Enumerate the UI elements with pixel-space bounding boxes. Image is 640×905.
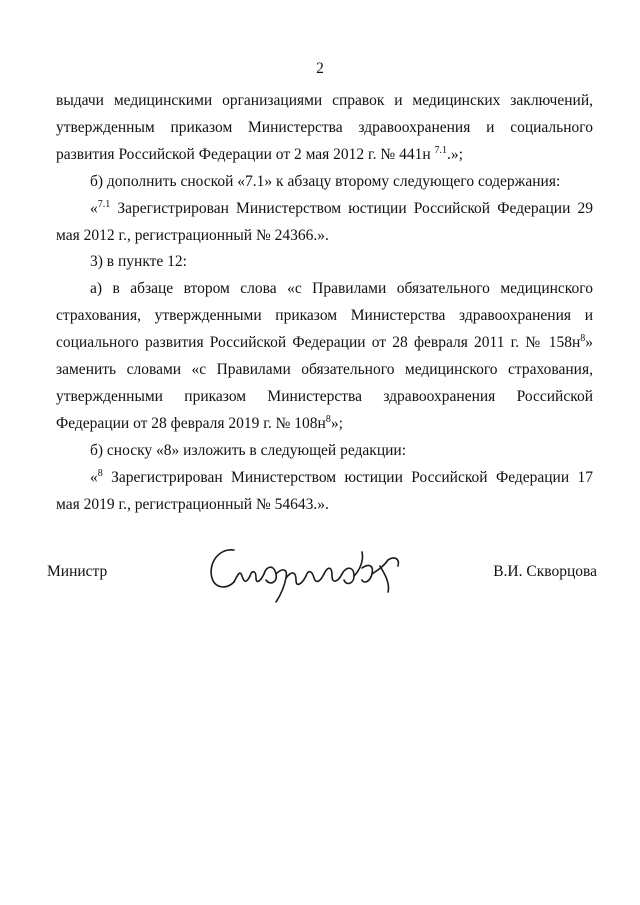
paragraph-replacement <box>56 276 593 437</box>
paragraph-footnote-edit <box>56 438 593 465</box>
footnote-marker: 8 <box>325 413 331 425</box>
paragraph-text: Зарегистрирован Министерством юстиции Российской Федерации 29 мая 2012 г., регистрационный № 24366.». <box>56 199 593 244</box>
paragraph-text: выдачи медицинскими организациями справок и медицинских заключений, утвержденным приказом Министерства здравоохранения и социального развития Российской Федерации от 2 мая 2012 г. № 441н <box>56 92 593 163</box>
paragraph-text: .»; <box>447 145 463 163</box>
footnote-marker: 8 <box>97 467 103 479</box>
paragraph-text: 3) в пункте 12: <box>90 253 187 271</box>
signature-block <box>47 530 597 610</box>
paragraph-footnote-instruction <box>56 169 593 196</box>
footnote-marker: 8 <box>580 333 586 344</box>
paragraph-item-heading <box>56 249 593 276</box>
paragraph-continuation <box>56 88 593 169</box>
footnote-marker: 7.1 <box>97 198 111 210</box>
paragraph-footnote-text <box>56 196 593 250</box>
page-number: 2 <box>316 60 324 77</box>
paragraph-footnote-new-text <box>56 465 593 519</box>
signatory-title: Министр <box>47 563 108 580</box>
footnote-marker: 7.1 <box>434 144 448 156</box>
signatory-name: В.И. Скворцова <box>493 563 597 580</box>
paragraph-text: б) дополнить сноской «7.1» к абзацу второму следующего содержания: <box>90 172 561 190</box>
paragraph-text: » заменить словами «с Правилами обязательного медицинского страхования, утвержденными приказом Министерства здравоохранения Российской Федерации от 28 февраля 2019 г. № 108н <box>56 334 593 432</box>
paragraph-text: »; <box>330 414 343 432</box>
paragraph-text: « <box>90 199 98 217</box>
document-body <box>56 88 593 519</box>
paragraph-text: а) в абзаце втором слова «с Правилами обязательного медицинского страхования, утвержденными приказом Министерства здравоохранения и социального развития Российской Федерации от 28 февраля 2011 г. № 158н <box>56 280 593 352</box>
paragraph-text: « <box>90 468 98 486</box>
paragraph-text: б) сноску «8» изложить в следующей редакции: <box>90 441 407 459</box>
handwritten-signature <box>204 530 434 610</box>
paragraph-text: Зарегистрирован Министерством юстиции Российской Федерации 17 мая 2019 г., регистрационный № 54643.». <box>56 468 593 513</box>
